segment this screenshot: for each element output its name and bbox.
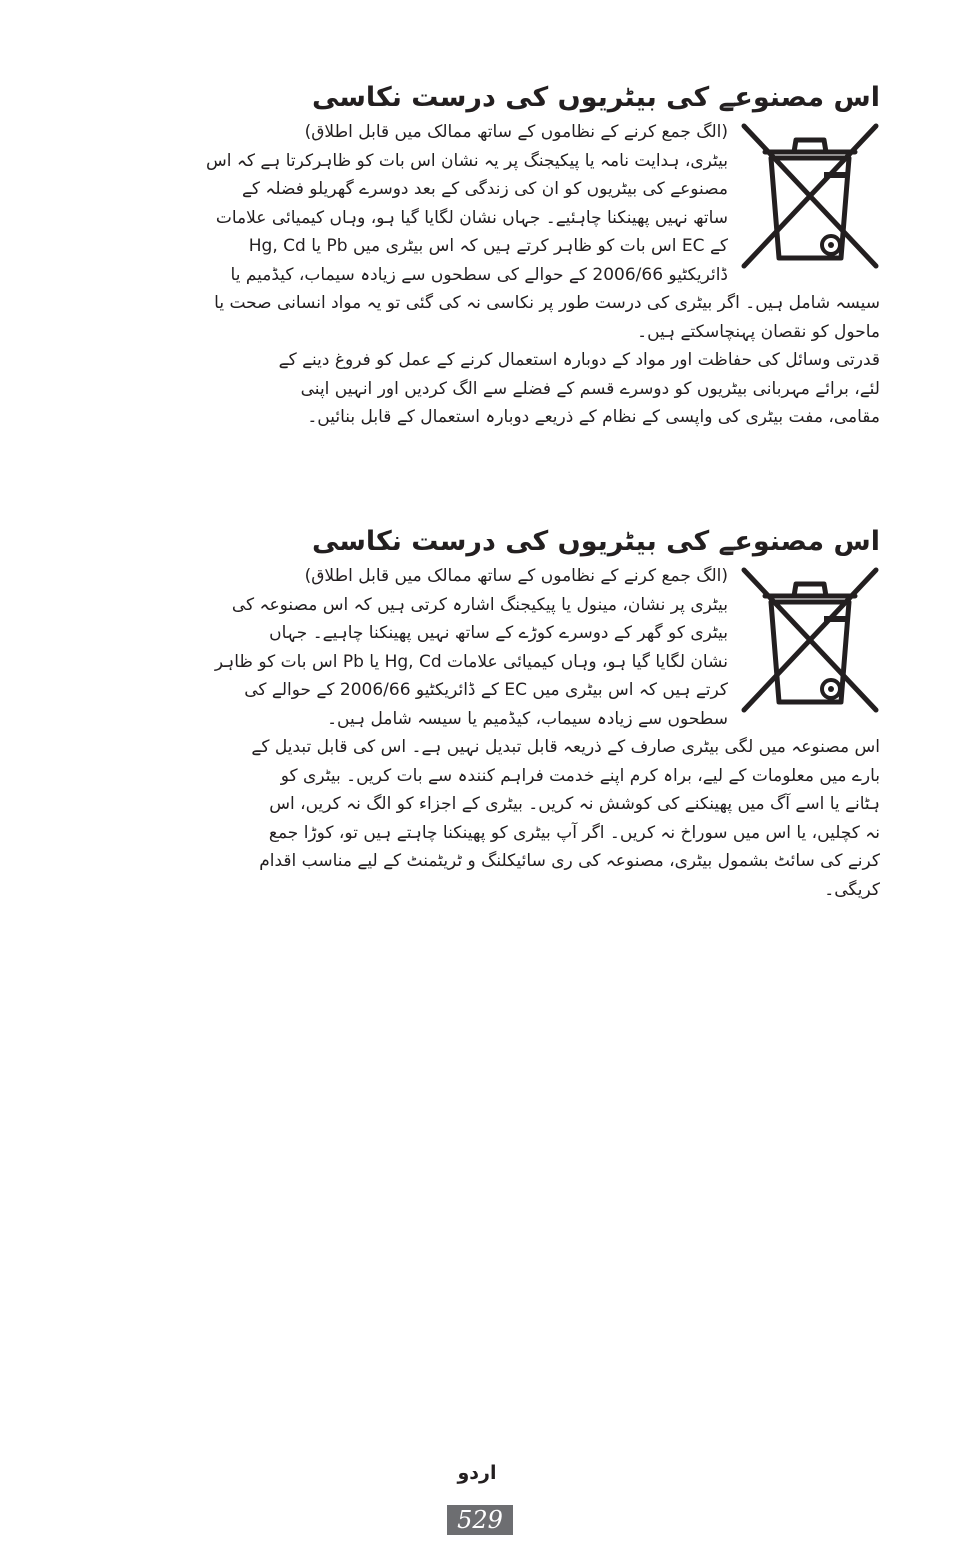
text-line: مقامی، مفت بیٹری کی واپسی کے نظام کے ذریعے دوبارہ استعمال کے قابل بنائیں۔ [307,407,880,427]
section-title: اس مصنوعے کی بیٹریوں کی درست نکاسی [312,82,880,113]
text-line: Hg, Cd یا Pb اس بات کو ظاہر کرتے ہیں کہ اس بیٹری میں EC کے [248,236,728,256]
text-line: بارے میں معلومات کے لیے، براہ کرم اپنے خدمت فراہم کنندہ سے بات کریں۔ بیٹری کو [280,765,880,786]
text-line: ماحول کو نقصان پہنچاسکتے ہیں۔ [637,321,880,342]
section-title: اس مصنوعے کی بیٹریوں کی درست نکاسی [312,526,880,557]
text-line: بیٹری کو گھر کے دوسرے کوڑے کے ساتھ نہیں پھینکنا چاہیے۔ جہاں [269,623,728,643]
crossed-out-wheelie-bin-icon [740,564,880,714]
text-line: نہ کچلیں، یا اس میں سوراخ نہ کریں۔ اگر آپ بیٹری کو پھینکنا چاہتے ہیں تو، کوڑا جمع [268,822,880,843]
text-line: ڈائریکٹیو 2006/66 کے حوالے کی سطحوں سے زیادہ سیماب، کیڈمیم یا [230,264,728,285]
text-line: سطحوں سے زیادہ سیماب، کیڈمیم یا سیسہ شامل ہیں۔ [327,708,728,729]
battery-disposal-section-1 [82,78,880,432]
language-label: اردو [457,1462,497,1484]
text-line: مصنوعے کی بیٹریوں کو ان کی زندگی کے بعد دوسرے گھریلو فضلہ کے [241,179,728,199]
text-line: کرتے ہیں کہ اس بیٹری میں EC کے ڈائریکٹیو 2006/66 کے حوالے کی [244,680,728,700]
text-line: قدرتی وسائل کی حفاظت اور مواد کے دوبارہ استعمال کرنے کے عمل کو فروغ دینے کے [278,350,880,370]
text-line: لئے، برائے مہربانی بیٹریوں کو دوسرے قسم کے فضلے سے الگ کردیں اور انہیں اپنی [300,378,880,399]
text-line: ہٹانے یا اسے آگ میں پھینکنے کی کوشش نہ کریں۔ بیٹری کے اجزاء کو الگ نہ کریں، اس [269,794,880,814]
text-line: (الگ جمع کرنے کے نظاموں کے ساتھ ممالک میں قابل اطلاق) [304,122,728,142]
text-line: نشان لگایا گیا ہو، وہاں کیمیائی علامات Hg, Cd یا Pb اس بات کو ظاہر [214,651,728,672]
text-line: کریگی۔ [824,879,880,900]
text-line: (الگ جمع کرنے کے نظاموں کے ساتھ ممالک میں قابل اطلاق) [304,566,728,586]
crossed-out-wheelie-bin-icon [740,120,880,270]
text-line: بیٹری، ہدایت نامہ یا پیکیجنگ پر یہ نشان اس بات کو ظاہرکرتا ہے کہ اس [206,150,728,171]
page-number: 529 [447,1505,513,1535]
text-line: کرنے کی سائٹ بشمول بیٹری، مصنوعہ کی ری سائیکلنگ و ٹریٹمنٹ کے لیے مناسب اقدام [259,851,880,871]
text-line: ساتھ نہیں پھینکنا چاہئیے۔ جہاں نشان لگایا گیا ہو، وہاں کیمیائی علامات [215,207,728,228]
text-line: سیسہ شامل ہیں۔ اگر بیٹری کی درست طور پر نکاسی نہ کی گئی تو یہ مواد انسانی صحت یا [214,293,880,313]
text-line: بیٹری پر نشان، مینول یا پیکیجنگ اشارہ کرتی ہیں کہ اس مصنوعہ کی [231,594,728,615]
battery-disposal-section-2 [82,522,880,904]
text-line: اس مصنوعہ میں لگی بیٹری صارف کے ذریعہ قابل تبدیل نہیں ہے۔ اس کی قابل تبدیل کے [251,737,880,757]
